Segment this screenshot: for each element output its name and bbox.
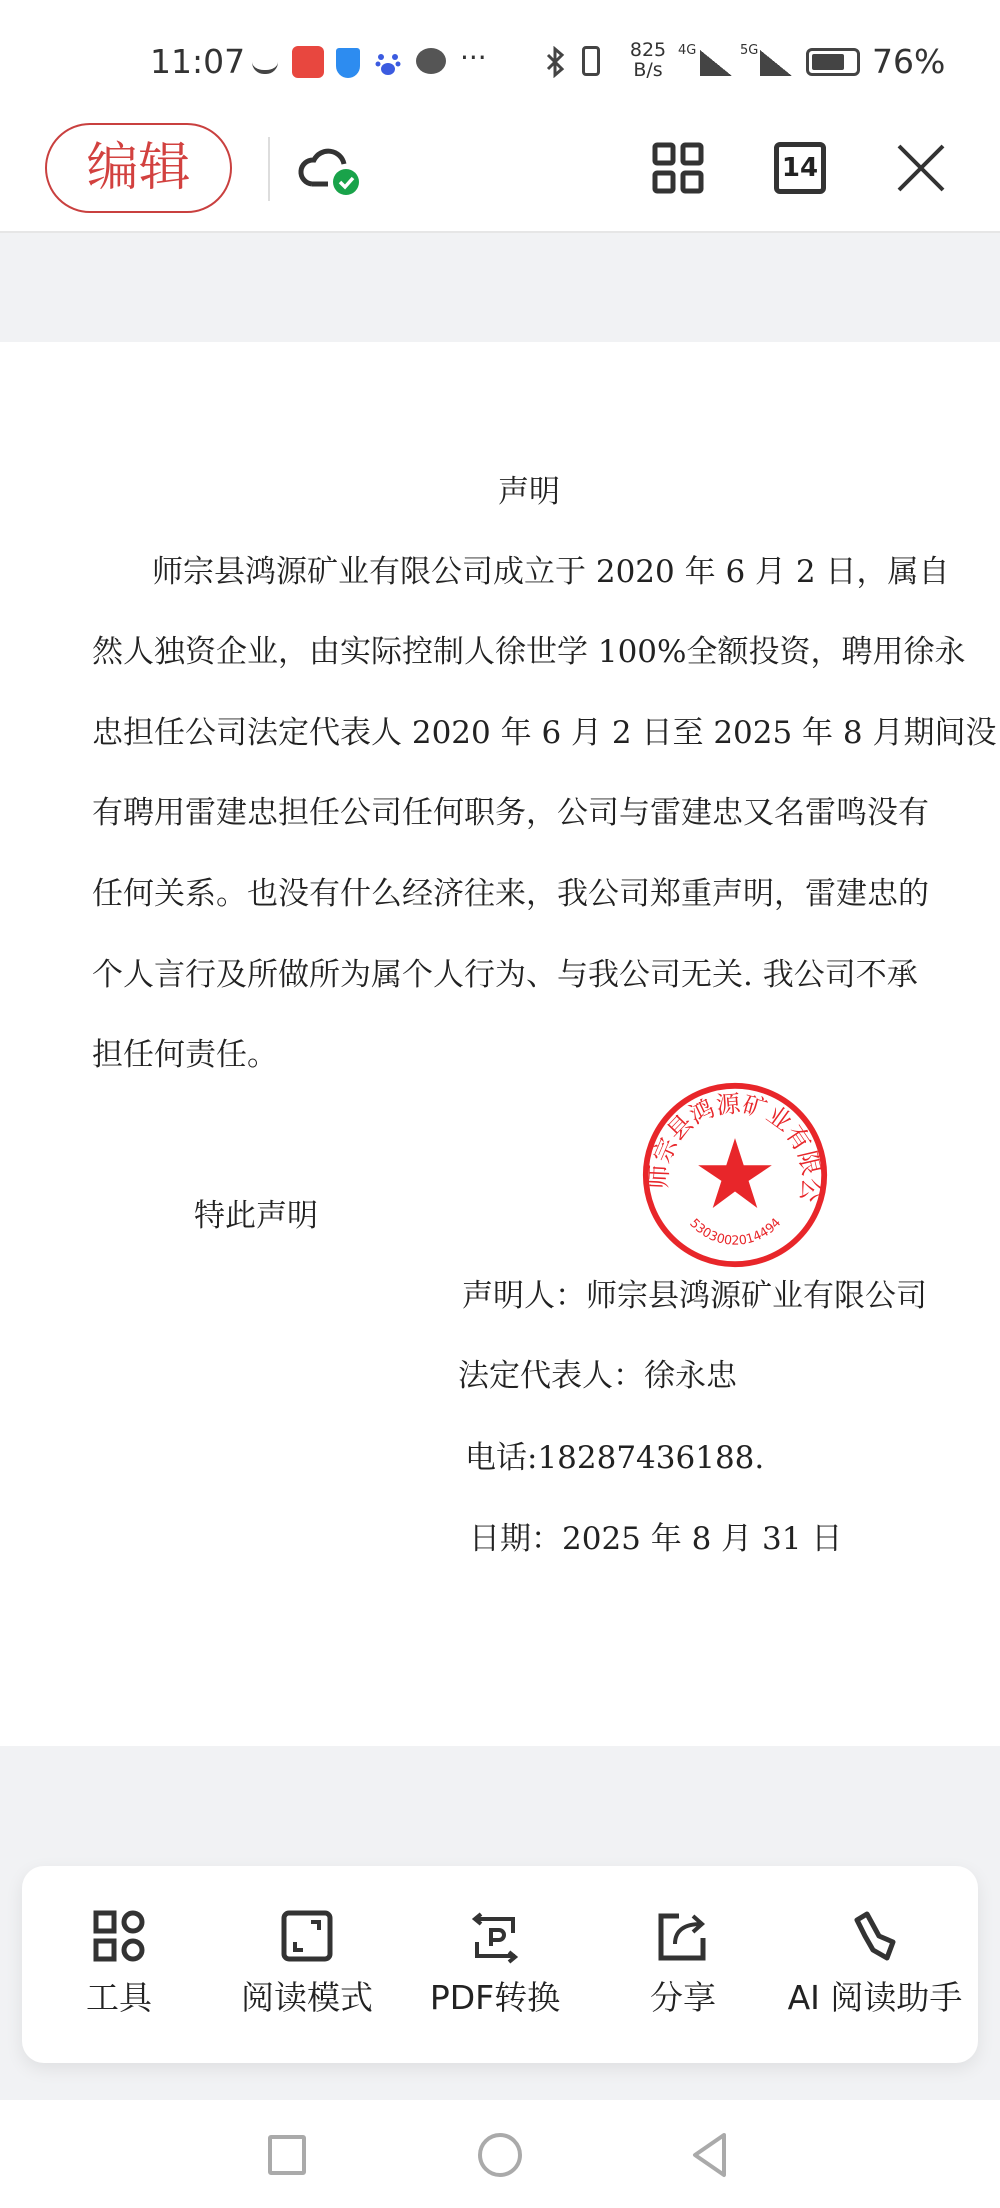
close-icon[interactable] bbox=[895, 142, 947, 194]
closing-statement: 特此声明 bbox=[194, 1198, 318, 1234]
paragraph-line: 个人言行及所做所为属个人行为、与我公司无关. 我公司不承 bbox=[92, 957, 918, 993]
edit-button[interactable]: 编辑 bbox=[45, 123, 232, 213]
huawei-appgallery-icon bbox=[292, 46, 324, 78]
document-title: 声明 bbox=[498, 474, 560, 510]
recent-apps-button[interactable] bbox=[268, 2135, 306, 2175]
signal-4g: 4G bbox=[678, 43, 697, 58]
paragraph-line: 任何关系。也没有什么经济往来，我公司郑重声明，雷建忠的 bbox=[92, 876, 929, 912]
reading-mode-label: 阅读模式 bbox=[241, 1978, 373, 2017]
clock: 11:07 bbox=[150, 42, 246, 81]
bluetooth-icon bbox=[543, 46, 567, 78]
page-count-button[interactable]: 14 bbox=[774, 142, 826, 194]
battery-level: 76% bbox=[872, 42, 946, 81]
back-button[interactable] bbox=[690, 2132, 730, 2178]
paragraph-line: 有聘用雷建忠担任公司任何职务，公司与雷建忠又名雷鸣没有 bbox=[92, 795, 929, 831]
grid-view-icon[interactable] bbox=[652, 142, 704, 194]
shield-icon bbox=[336, 48, 360, 78]
document-page bbox=[0, 342, 1000, 1746]
tools-button[interactable] bbox=[26, 1866, 212, 2063]
pdf-convert-label: PDF转换 bbox=[429, 1978, 561, 2017]
pdf-convert-button[interactable] bbox=[402, 1866, 588, 2063]
phone: 电话:18287436188. bbox=[465, 1440, 765, 1476]
ai-assistant-icon bbox=[849, 1910, 901, 1966]
date: 日期：2025 年 8 月 31 日 bbox=[469, 1521, 843, 1557]
ai-reading-assistant-button[interactable] bbox=[782, 1866, 968, 2063]
net-unit: B/s bbox=[633, 59, 663, 81]
reading-mode-button[interactable] bbox=[214, 1866, 400, 2063]
share-button[interactable] bbox=[590, 1866, 776, 2063]
company-seal bbox=[640, 1080, 830, 1270]
vibrate-icon bbox=[582, 46, 600, 76]
status-bar bbox=[0, 0, 1000, 120]
expand-icon bbox=[281, 1910, 333, 1962]
paragraph-line: 然人独资企业，由实际控制人徐世学 100%全额投资，聘用徐永 bbox=[92, 634, 966, 670]
tools-icon bbox=[93, 1910, 145, 1962]
system-nav-bar bbox=[0, 2100, 1000, 2208]
signal-icon bbox=[700, 50, 732, 76]
ai-reading-assistant-label: AI 阅读助手 bbox=[787, 1978, 963, 2017]
signal-5g: 5G bbox=[740, 43, 759, 58]
more-notifications: ··· bbox=[460, 41, 487, 74]
legal-representative: 法定代表人：徐永忠 bbox=[458, 1358, 737, 1394]
divider bbox=[268, 137, 270, 201]
tools-label: 工具 bbox=[86, 1978, 152, 2017]
baidu-icon bbox=[374, 48, 402, 76]
net-speed: 825 bbox=[629, 39, 667, 61]
share-icon bbox=[657, 1910, 709, 1962]
battery-icon bbox=[806, 48, 860, 76]
declarant: 声明人：师宗县鸿源矿业有限公司 bbox=[462, 1278, 927, 1314]
svg-text:师宗县鸿源矿业有限公司: 师宗县鸿源矿业有限公 bbox=[644, 1089, 826, 1204]
missed-call-icon bbox=[252, 50, 278, 74]
paragraph-line: 忠担任公司法定代表人 2020 年 6 月 2 日至 2025 年 8 月期间没 bbox=[92, 715, 997, 751]
signal-icon bbox=[760, 50, 792, 76]
svg-text:5303002014494: 5303002014494 bbox=[687, 1214, 784, 1248]
paragraph-line: 担任何责任。 bbox=[92, 1037, 278, 1073]
paragraph-line: 师宗县鸿源矿业有限公司成立于 2020 年 6 月 2 日，属自 bbox=[152, 554, 950, 590]
bottom-toolbar bbox=[22, 1866, 978, 2063]
pdf-convert-icon bbox=[469, 1910, 521, 1966]
share-label: 分享 bbox=[650, 1978, 716, 2017]
cloud-synced-icon[interactable] bbox=[296, 138, 362, 198]
home-button[interactable] bbox=[478, 2133, 522, 2177]
message-icon bbox=[416, 48, 446, 74]
